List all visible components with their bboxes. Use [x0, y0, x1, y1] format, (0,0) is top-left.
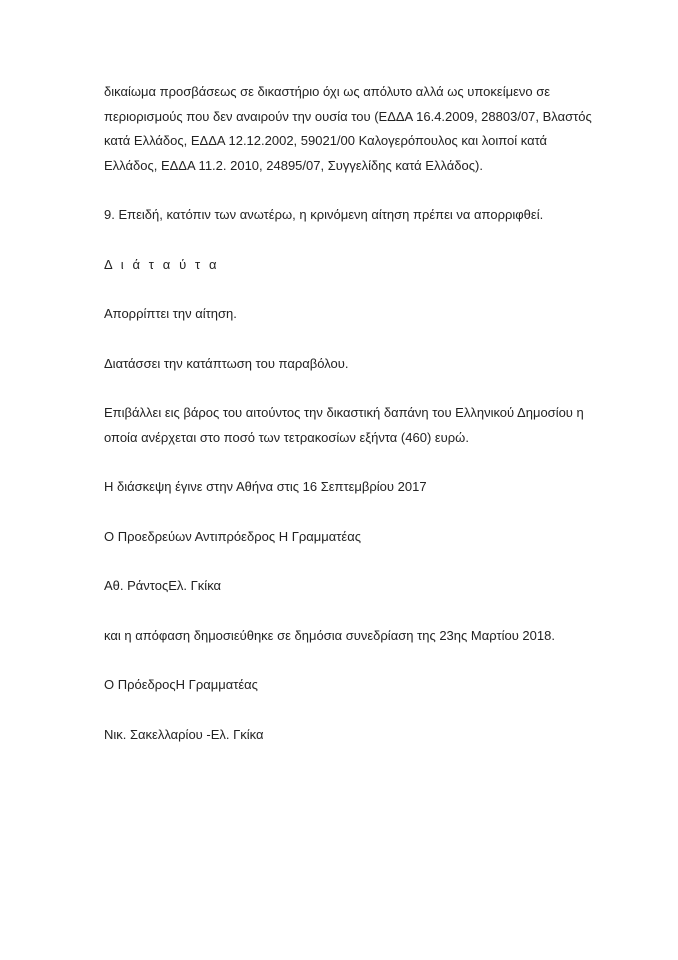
text-line: Ελλάδος, ΕΔΔΑ 11.2. 2010, 24895/07, Συγγελίδης κατά Ελλάδος). [104, 157, 483, 173]
text-line: Επιβάλλει εις βάρος του αιτούντος την δικαστική δαπάνη του Ελληνικού Δημοσίου η [104, 405, 584, 420]
paragraph-9: 9. Επειδή, κατόπιν των ανωτέρω, η κρινόμενη αίτηση πρέπει να απορριφθεί. [104, 207, 544, 222]
ruling-rejects: Απορρίπτει την αίτηση. [104, 306, 237, 321]
document-body [104, 80, 592, 772]
publication-statement: και η απόφαση δημοσιεύθηκε σε δημόσια συνεδρίαση της 23ης Μαρτίου 2018. [104, 627, 555, 643]
deliberation-date: Η διάσκεψη έγινε στην Αθήνα στις 16 Σεπτεμβρίου 2017 [104, 479, 427, 494]
signatories-titles-1: Ο Προεδρεύων Αντιπρόεδρος Η Γραμματέας [104, 528, 361, 544]
paragraph-legal-citation [104, 80, 592, 178]
signatories-names-1: Αθ. ΡάντοςΕλ. Γκίκα [104, 578, 222, 593]
text-line: οποία ανέρχεται στο ποσό των τετρακοσίων εξήντα (460) ευρώ. [104, 429, 469, 445]
text-line: δικαίωμα προσβάσεως σε δικαστήριο όχι ως απόλυτο αλλά ως υποκείμενο σε [104, 84, 551, 99]
signatories-titles-2: Ο ΠρόεδροςΗ Γραμματέας [104, 677, 258, 692]
text-line: περιορισμούς που δεν αναιρούν την ουσία του (ΕΔΔΑ 16.4.2009, 28803/07, Βλαστός [104, 108, 592, 124]
text-line: κατά Ελλάδος, ΕΔΔΑ 12.12.2002, 59021/00 Καλογερόπουλος και λοιποί κατά [104, 133, 548, 148]
ruling-forfeiture: Διατάσσει την κατάπτωση του παραβόλου. [104, 355, 349, 371]
heading-dia-tauta: Δ ι ά τ α ύ τ α [104, 256, 220, 272]
signatories-names-2: Νικ. Σακελλαρίου -Ελ. Γκίκα [104, 726, 264, 742]
ruling-costs [104, 401, 584, 450]
